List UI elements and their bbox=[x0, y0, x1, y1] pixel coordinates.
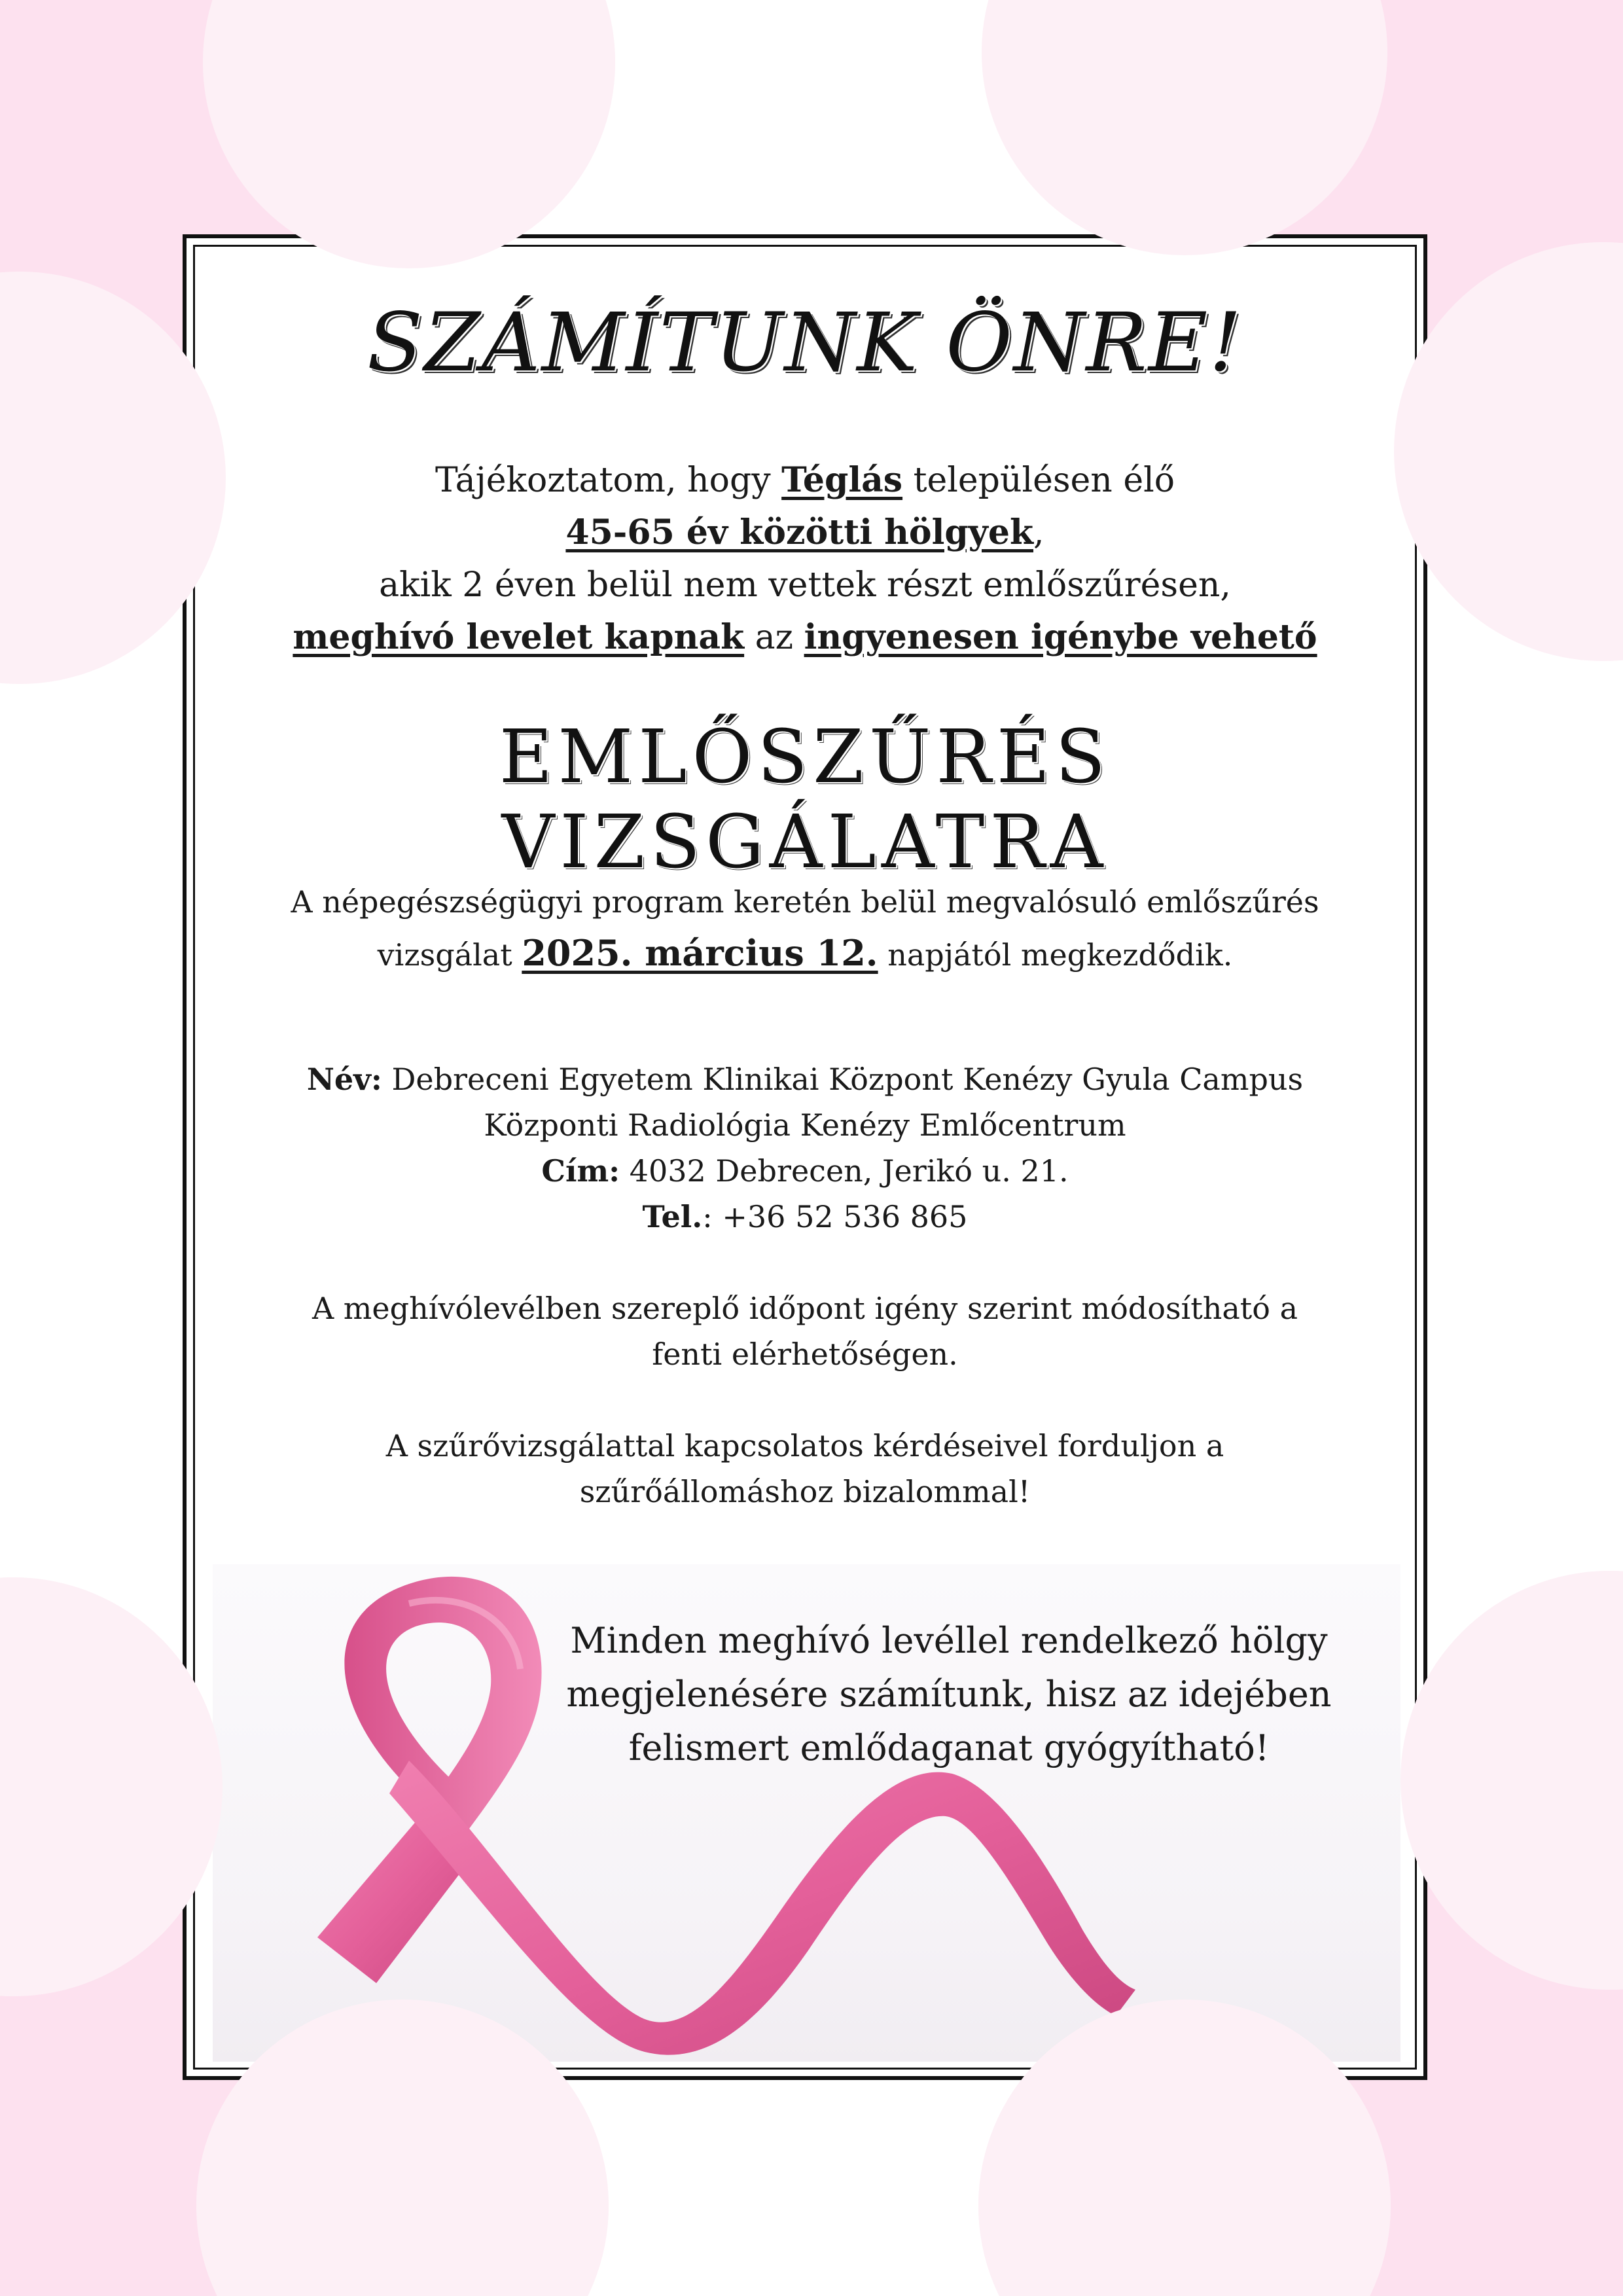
closing-line-3: felismert emlődaganat gyógyítható! bbox=[628, 1727, 1270, 1768]
start-date: 2025. március 12. bbox=[522, 932, 878, 974]
headline: SZÁMÍTUNK ÖNRE! bbox=[366, 296, 1243, 390]
phone-line bbox=[203, 1194, 1407, 1240]
flyer-content bbox=[203, 245, 1407, 2070]
intro-line-1 bbox=[203, 454, 1407, 507]
note2-line-1: A szűrővizsgálattal kapcsolatos kérdéseivel forduljon a bbox=[385, 1428, 1224, 1463]
intro-line-2 bbox=[203, 507, 1407, 559]
intro-text-part: , bbox=[1033, 513, 1044, 552]
program-start-text bbox=[203, 876, 1407, 980]
note1-line-2: fenti elérhetőségen. bbox=[652, 1336, 958, 1372]
note1-line-1: A meghívólevélben szereplő időpont igény szerint módosítható a bbox=[312, 1291, 1298, 1326]
intro-line-4 bbox=[203, 611, 1407, 664]
intro-text-part: Tájékoztatom, hogy bbox=[435, 461, 782, 500]
date-text-part: vizsgálat bbox=[377, 937, 522, 973]
address-value: 4032 Debrecen, Jerikó u. 21. bbox=[620, 1153, 1069, 1189]
free-emphasis: ingyenesen igénybe vehető bbox=[804, 617, 1317, 657]
name-line bbox=[203, 1056, 1407, 1102]
name-label: Név: bbox=[306, 1062, 382, 1097]
note2-line-2: szűrőállomáshoz bizalommal! bbox=[579, 1474, 1031, 1509]
phone-label: Tel. bbox=[642, 1199, 703, 1234]
intro-text-part: az bbox=[744, 618, 804, 657]
screening-title: EMLŐSZŰRÉS VIZSGÁLATRA bbox=[499, 715, 1111, 885]
name-line-2: Központi Radiológia Kenézy Emlőcentrum bbox=[484, 1107, 1126, 1143]
intro-text-part: településen élő bbox=[902, 461, 1175, 500]
name-value: Debreceni Egyetem Klinikai Központ Kenézy Gyula Campus bbox=[382, 1062, 1304, 1097]
closing-message bbox=[550, 1614, 1348, 1775]
closing-line-2: megjelenésére számítunk, hisz az idejében bbox=[566, 1674, 1332, 1715]
appointment-note bbox=[203, 1285, 1407, 1377]
intro-text bbox=[203, 454, 1407, 664]
address-label: Cím: bbox=[541, 1153, 620, 1189]
closing-line-1: Minden meghívó levéllel rendelkező hölgy bbox=[570, 1620, 1328, 1661]
date-text-part: napjától megkezdődik. bbox=[878, 937, 1233, 973]
date-line-1: A népegészségügyi program keretén belül megvalósuló emlőszűrés bbox=[291, 884, 1319, 920]
phone-value: : +36 52 536 865 bbox=[702, 1199, 968, 1234]
contact-info bbox=[203, 1056, 1407, 1240]
invitation-emphasis: meghívó levelet kapnak bbox=[293, 617, 745, 657]
address-line bbox=[203, 1148, 1407, 1194]
intro-line-3: akik 2 éven belül nem vettek részt emlőszűrésen, bbox=[379, 565, 1231, 605]
target-group: 45-65 év közötti hölgyek bbox=[565, 512, 1034, 552]
questions-note bbox=[203, 1423, 1407, 1515]
date-line-2 bbox=[203, 927, 1407, 980]
settlement-name: Téglás bbox=[781, 460, 903, 500]
